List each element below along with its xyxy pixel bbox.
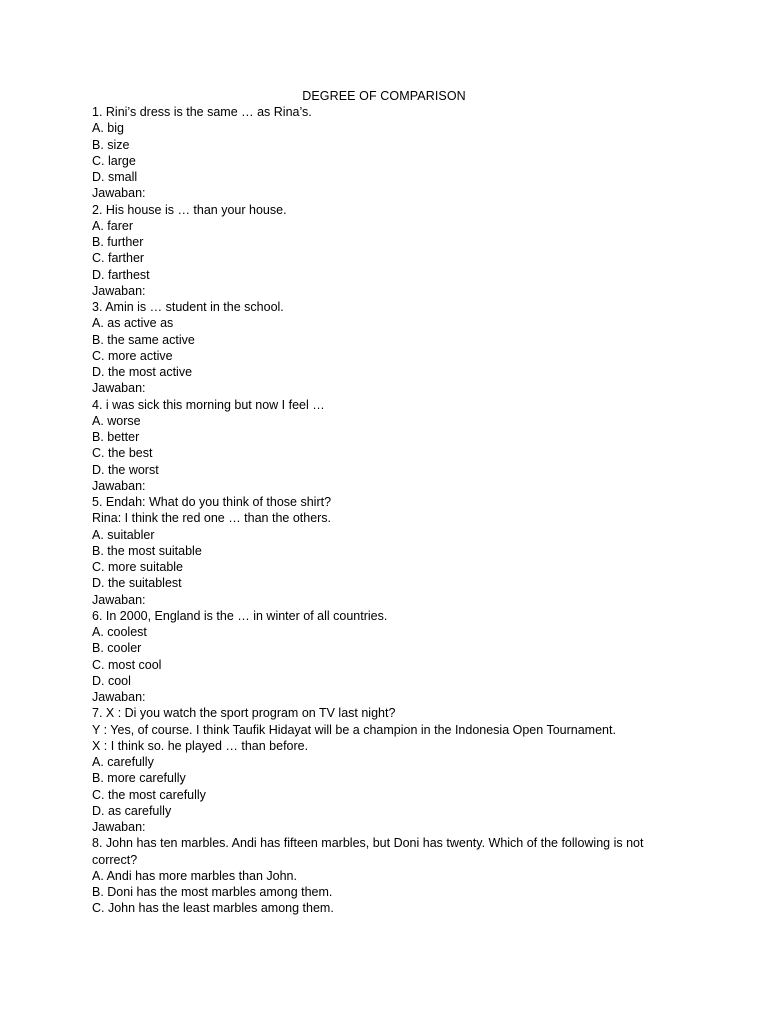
q2-option-d: D. farthest [92, 267, 150, 282]
q5-option-b: B. the most suitable [92, 543, 202, 558]
q3-option-c: C. more active [92, 348, 173, 363]
q7-answer-label: Jawaban: [92, 820, 146, 834]
question-4: 4. i was sick this morning but now I feel … [92, 397, 325, 412]
question-list [92, 104, 692, 917]
q7-option-d: D. as carefully [92, 803, 172, 818]
q3-option-b: B. the same active [92, 332, 195, 347]
q2-option-a: A. farer [92, 218, 133, 233]
q6-option-a: A. coolest [92, 625, 147, 639]
q3-answer-label: Jawaban: [92, 381, 146, 396]
q1-answer-label: Jawaban: [92, 186, 146, 201]
q3-option-d: D. the most active [92, 365, 193, 379]
q6-option-b: B. cooler [92, 641, 142, 656]
q2-option-c: C. farther [92, 251, 145, 266]
q7-dialogue-x: X : I think so. he played … than before. [92, 738, 309, 753]
question-8-continued: correct? [92, 852, 138, 867]
q6-option-d: D. cool [92, 673, 131, 688]
q1-option-a: A. big [92, 121, 124, 136]
q4-option-b: B. better [92, 430, 140, 444]
q5-answer-label: Jawaban: [92, 592, 146, 607]
question-3: 3. Amin is … student in the school. [92, 300, 284, 314]
q8-option-c: C. John has the least marbles among them. [92, 901, 334, 916]
q2-answer-label: Jawaban: [92, 283, 146, 298]
q4-option-d: D. the worst [92, 462, 159, 477]
q5-option-a: A. suitabler [92, 527, 155, 542]
q4-answer-label: Jawaban: [92, 478, 146, 493]
q5-option-d: D. the suitablest [92, 576, 182, 591]
q7-option-b: B. more carefully [92, 771, 186, 786]
q4-option-a: A. worse [92, 413, 141, 428]
q7-dialogue-y: Y : Yes, of course. I think Taufik Hidayat will be a champion in the Indonesia Open Tournament. [92, 722, 616, 737]
question-6: 6. In 2000, England is the … in winter of all countries. [92, 608, 388, 623]
question-2: 2. His house is … than your house. [92, 202, 287, 217]
q5-option-c: C. more suitable [92, 560, 184, 574]
question-1: 1. Rini’s dress is the same … as Rina’s. [92, 105, 312, 119]
q6-answer-label: Jawaban: [92, 690, 146, 704]
q1-option-b: B. size [92, 137, 130, 152]
q7-option-a: A. carefully [92, 755, 154, 769]
document-title: DEGREE OF COMPARISON [302, 89, 466, 103]
q8-option-b: B. Doni has the most marbles among them. [92, 885, 333, 899]
q1-option-c: C. large [92, 153, 136, 168]
q6-option-c: C. most cool [92, 657, 162, 672]
q1-option-d: D. small [92, 170, 138, 184]
q7-option-c: C. the most carefully [92, 787, 206, 802]
question-5: 5. Endah: What do you think of those shirt? [92, 495, 332, 509]
q5-dialogue-line: Rina: I think the red one … than the others. [92, 511, 332, 526]
q3-option-a: A. as active as [92, 316, 174, 331]
question-7: 7. X : Di you watch the sport program on TV last night? [92, 706, 396, 721]
q4-option-c: C. the best [92, 446, 153, 461]
q2-option-b: B. further [92, 235, 144, 249]
q8-option-a: A. Andi has more marbles than John. [92, 868, 297, 883]
question-8: 8. John has ten marbles. Andi has fifteen marbles, but Doni has twenty. Which of the following is not [92, 836, 644, 851]
